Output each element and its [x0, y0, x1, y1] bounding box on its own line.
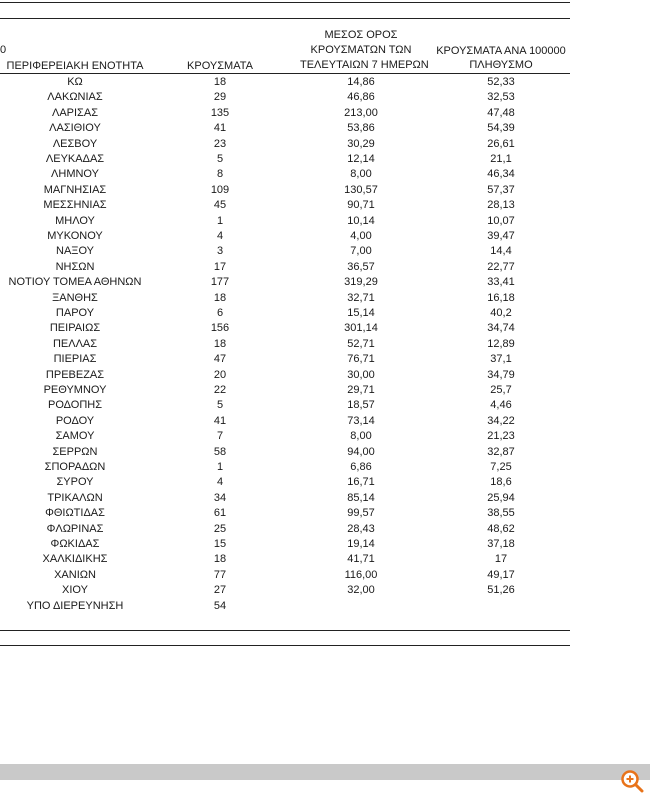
cell-avg-7d: 32,71	[347, 291, 375, 304]
cell-per-100k: 17	[494, 553, 508, 566]
cell-avg-7d: 30,29	[347, 137, 375, 150]
cell-cases: 6	[216, 307, 224, 319]
cell-avg-7d: 4,00	[350, 230, 372, 242]
header-avg-line3: ΤΕΛΕΥΤΑΙΩΝ 7 ΗΜΕΡΩΝ	[300, 59, 429, 71]
cell-avg-7d: 99,57	[347, 507, 375, 520]
cell-avg-7d: 16,71	[347, 476, 375, 489]
cell-cases: 45	[213, 199, 227, 212]
cell-cases: 1	[216, 461, 224, 473]
cell-cases: 8	[216, 168, 224, 181]
zoom-in-icon[interactable]	[619, 768, 645, 794]
cell-per-100k: 37,18	[487, 538, 515, 550]
table-row	[0, 75, 570, 90]
cell-cases: 25	[213, 522, 227, 535]
cell-cases: 18	[213, 337, 227, 350]
header-avg-line2: ΚΡΟΥΣΜΑΤΩΝ ΤΩΝ	[310, 44, 412, 56]
cell-cases: 58	[213, 445, 227, 458]
cell-cases: 156	[210, 322, 230, 335]
cell-per-100k: 34,79	[487, 368, 515, 381]
cell-avg-7d: 32,00	[347, 584, 375, 597]
table-row	[0, 599, 570, 614]
cell-per-100k: 52,33	[487, 76, 515, 88]
cell-avg-7d: 85,14	[347, 491, 375, 504]
cell-cases: 18	[213, 291, 227, 304]
cell-avg-7d: 36,57	[347, 260, 375, 273]
table-row	[0, 583, 570, 598]
cell-avg-7d: 30,00	[347, 368, 375, 381]
cell-region: ΜΥΚΟΝΟΥ	[47, 230, 103, 242]
table-row	[0, 198, 570, 213]
cell-per-100k: 21,23	[487, 430, 515, 443]
cell-region: ΝΗΣΩΝ	[55, 260, 95, 273]
cell-region: ΛΕΥΚΑΔΑΣ	[45, 153, 105, 165]
cell-per-100k: 49,17	[487, 568, 515, 581]
cell-per-100k: 22,77	[487, 260, 515, 273]
cell-region: ΤΡΙΚΑΛΩΝ	[47, 491, 103, 504]
table-row	[0, 214, 570, 229]
cell-avg-7d: 28,43	[347, 522, 375, 535]
region-prefix: 0	[0, 44, 7, 56]
cell-per-100k: 34,74	[487, 322, 515, 335]
cell-per-100k: 10,07	[487, 214, 515, 227]
cell-per-100k: 16,18	[487, 291, 515, 304]
table-row	[0, 337, 570, 352]
cell-per-100k: 54,39	[487, 122, 515, 135]
cell-per-100k: 12,89	[487, 337, 515, 350]
cell-avg-7d: 52,71	[347, 337, 375, 350]
cell-region: ΛΕΣΒΟΥ	[52, 137, 98, 150]
cell-per-100k: 37,1	[490, 353, 512, 366]
cell-cases: 41	[213, 414, 227, 427]
cell-region: ΦΩΚΙΔΑΣ	[50, 538, 100, 550]
cell-avg-7d: 130,57	[344, 183, 378, 196]
cell-avg-7d: 46,86	[347, 91, 375, 104]
cell-per-100k: 33,41	[487, 276, 515, 289]
cell-per-100k: 28,13	[487, 199, 515, 212]
cell-per-100k: 47,48	[487, 106, 515, 119]
cell-per-100k: 25,94	[487, 491, 515, 504]
header-per100k-line1: ΚΡΟΥΣΜΑΤΑ ΑΝΑ 100000	[436, 45, 566, 57]
table-row	[0, 568, 570, 583]
cell-cases: 177	[210, 276, 230, 289]
cell-cases: 3	[216, 245, 224, 258]
cell-avg-7d: 15,14	[347, 307, 375, 319]
cell-cases: 17	[213, 260, 227, 273]
table-row	[0, 352, 570, 367]
cell-cases: 29	[213, 91, 227, 104]
cell-region: ΞΑΝΘΗΣ	[52, 291, 98, 304]
horizontal-scrollbar[interactable]	[0, 764, 650, 780]
cell-cases: 27	[213, 584, 227, 597]
cell-avg-7d: 319,29	[344, 276, 378, 289]
cell-cases: 109	[210, 183, 230, 196]
table-row	[0, 506, 570, 521]
cell-cases: 77	[213, 568, 227, 581]
cell-per-100k: 14,4	[490, 245, 512, 258]
table-row	[0, 321, 570, 336]
cell-region: ΠΕΙΡΑΙΩΣ	[49, 322, 101, 335]
cell-region: ΧΙΟΥ	[62, 584, 88, 597]
cell-per-100k: 32,87	[487, 445, 515, 458]
cell-per-100k: 38,55	[487, 507, 515, 520]
table-row	[0, 291, 570, 306]
cell-cases: 54	[213, 599, 227, 612]
cell-region: ΣΕΡΡΩΝ	[52, 445, 98, 458]
cell-per-100k: 18,6	[490, 476, 512, 489]
cell-region: ΚΩ	[67, 76, 83, 88]
cell-per-100k: 40,2	[490, 307, 512, 319]
cell-avg-7d: 19,14	[347, 538, 375, 550]
table-row	[0, 475, 570, 490]
cell-avg-7d: 41,71	[347, 553, 375, 566]
table-row	[0, 244, 570, 259]
header-avg-line1: ΜΕΣΟΣ ΟΡΟΣ	[324, 29, 398, 41]
cell-region: ΜΕΣΣΗΝΙΑΣ	[43, 199, 107, 212]
table-row	[0, 522, 570, 537]
cell-region: ΠΙΕΡΙΑΣ	[53, 353, 97, 366]
cell-region: ΠΑΡΟΥ	[55, 307, 95, 319]
cell-cases: 4	[216, 230, 224, 242]
cell-per-100k: 34,22	[487, 414, 515, 427]
table-row	[0, 460, 570, 475]
table-row	[0, 537, 570, 552]
table-row	[0, 275, 570, 290]
cell-avg-7d: 213,00	[344, 106, 378, 119]
cell-per-100k: 39,47	[487, 230, 515, 242]
table-row	[0, 229, 570, 244]
table-row	[0, 383, 570, 398]
cell-cases: 5	[216, 153, 224, 165]
table-row	[0, 167, 570, 182]
cell-cases: 20	[213, 368, 227, 381]
table-row	[0, 398, 570, 413]
cell-avg-7d: 53,86	[347, 122, 375, 135]
header-cases: ΚΡΟΥΣΜΑΤΑ	[187, 60, 253, 72]
table-row	[0, 429, 570, 444]
table-row	[0, 306, 570, 321]
cell-avg-7d: 6,86	[350, 461, 372, 473]
cell-per-100k: 51,26	[487, 584, 515, 597]
cell-avg-7d: 8,00	[350, 168, 372, 181]
cell-per-100k: 46,34	[487, 168, 515, 181]
cell-cases: 22	[213, 384, 227, 396]
cell-region: ΦΛΩΡΙΝΑΣ	[46, 522, 104, 535]
cell-cases: 34	[213, 491, 227, 504]
table-row	[0, 445, 570, 460]
cell-avg-7d: 90,71	[347, 199, 375, 212]
cell-cases: 23	[213, 137, 227, 150]
cell-avg-7d: 29,71	[347, 384, 375, 396]
cell-region: ΣΑΜΟΥ	[55, 430, 95, 443]
cell-region: ΛΑΡΙΣΑΣ	[51, 106, 98, 119]
cell-cases: 61	[213, 507, 227, 520]
cell-region: ΝΟΤΙΟΥ ΤΟΜΕΑ ΑΘΗΝΩΝ	[8, 276, 142, 289]
cell-region: ΠΡΕΒΕΖΑΣ	[45, 368, 105, 381]
cell-avg-7d: 301,14	[344, 322, 378, 335]
cell-region: ΜΑΓΝΗΣΙΑΣ	[43, 183, 107, 196]
cell-avg-7d: 76,71	[347, 353, 375, 366]
cell-avg-7d: 73,14	[347, 414, 375, 427]
cell-region: ΛΑΚΩΝΙΑΣ	[47, 91, 103, 104]
table-row	[0, 106, 570, 121]
cell-cases: 7	[216, 430, 224, 443]
cell-cases: 18	[213, 76, 227, 88]
cell-region: ΛΑΣΙΘΙΟΥ	[49, 122, 101, 135]
cell-avg-7d: 10,14	[347, 214, 375, 227]
cell-cases: 18	[213, 553, 227, 566]
table-row	[0, 183, 570, 198]
cell-avg-7d: 18,57	[347, 399, 375, 412]
cell-region: ΣΠΟΡΑΔΩΝ	[44, 461, 106, 473]
header-region: ΠΕΡΙΦΕΡΕΙΑΚΗ ΕΝΟΤΗΤΑ	[6, 60, 144, 72]
cell-region: ΝΑΞΟΥ	[56, 245, 94, 258]
cell-region: ΛΗΜΝΟΥ	[51, 168, 99, 181]
cell-region: ΦΘΙΩΤΙΔΑΣ	[45, 507, 105, 520]
cell-cases: 1	[216, 214, 224, 227]
table-bottom-rule	[0, 630, 570, 631]
cell-avg-7d: 12,14	[347, 153, 375, 165]
table-row	[0, 260, 570, 275]
cell-avg-7d: 116,00	[344, 568, 378, 581]
cell-cases: 47	[213, 353, 227, 366]
cell-avg-7d: 14,86	[347, 76, 375, 88]
cell-region: ΥΠΟ ΔΙΕΡΕΥΝΗΣΗ	[26, 599, 124, 612]
cell-avg-7d: 94,00	[347, 445, 375, 458]
columns-rule	[0, 73, 570, 74]
cell-region: ΡΟΔΟΠΗΣ	[47, 399, 103, 412]
cell-cases: 4	[216, 476, 224, 489]
cell-region: ΡΟΔΟΥ	[55, 414, 95, 427]
table-row	[0, 552, 570, 567]
page-bottom-rule	[0, 645, 570, 646]
table-row	[0, 368, 570, 383]
cell-region: ΧΑΝΙΩΝ	[54, 568, 96, 581]
cell-per-100k: 57,37	[487, 183, 515, 196]
cell-region: ΜΗΛΟΥ	[55, 214, 95, 227]
cell-region: ΧΑΛΚΙΔΙΚΗΣ	[42, 553, 108, 566]
table-row	[0, 152, 570, 167]
cell-per-100k: 21,1	[490, 153, 512, 165]
cell-per-100k: 4,46	[490, 399, 512, 412]
header-rule	[0, 18, 570, 19]
cell-avg-7d: 8,00	[350, 430, 372, 443]
cell-per-100k: 48,62	[487, 522, 515, 535]
cell-per-100k: 25,7	[490, 384, 512, 396]
cell-cases: 135	[210, 106, 230, 119]
header-per100k-line2: ΠΛΗΘΥΣΜΟ	[469, 59, 533, 71]
cell-cases: 41	[213, 122, 227, 135]
table-row	[0, 121, 570, 136]
cell-per-100k: 26,61	[487, 137, 515, 150]
cell-avg-7d: 7,00	[350, 245, 372, 258]
cell-per-100k: 7,25	[490, 461, 512, 473]
cell-cases: 5	[216, 399, 224, 412]
cell-region: ΡΕΘΥΜΝΟΥ	[43, 384, 107, 396]
top-rule	[0, 2, 570, 3]
cell-cases: 15	[213, 538, 227, 550]
table-row	[0, 90, 570, 105]
cell-per-100k: 32,53	[487, 91, 515, 104]
table-row	[0, 491, 570, 506]
table-row	[0, 414, 570, 429]
cell-region: ΠΕΛΛΑΣ	[52, 337, 98, 350]
table-row	[0, 137, 570, 152]
cell-region: ΣΥΡΟΥ	[56, 476, 94, 489]
